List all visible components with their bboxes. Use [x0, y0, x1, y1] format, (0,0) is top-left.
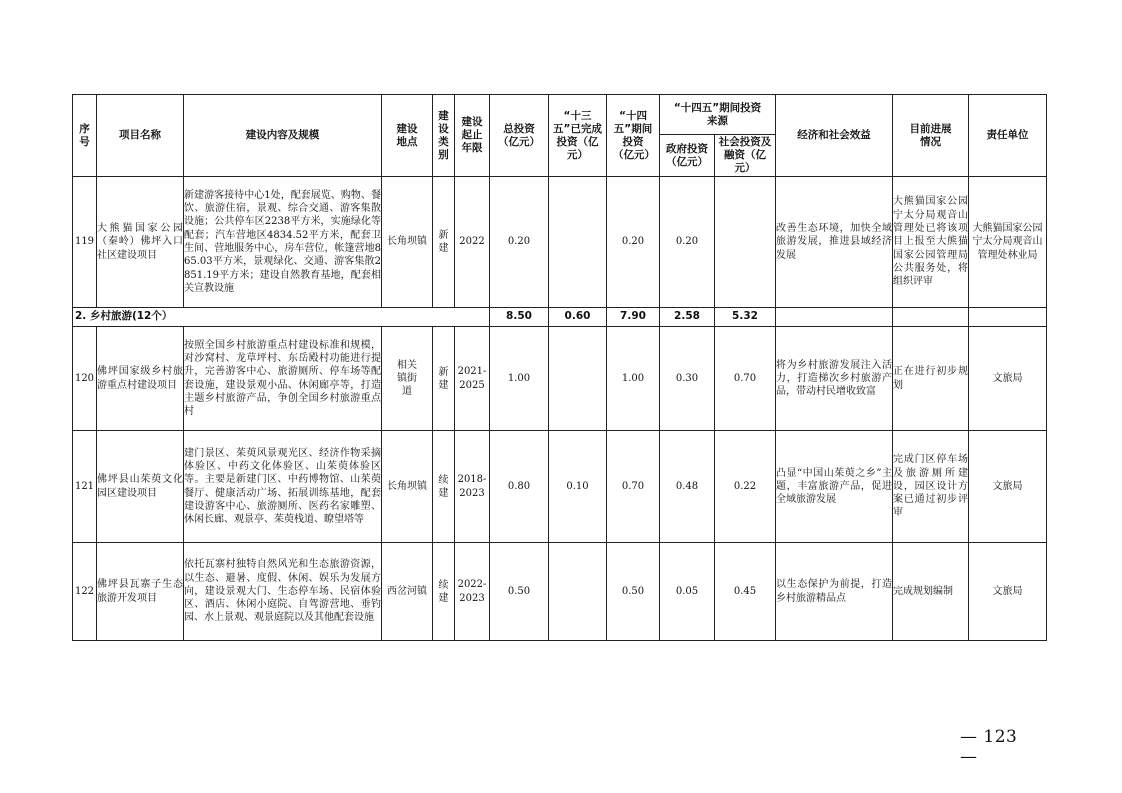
- category-done135: 0.60: [549, 308, 607, 327]
- header-social: 社会投资及融资（亿元）: [715, 135, 776, 177]
- row-social: 0.70: [715, 327, 776, 431]
- header-done135: “十三五”已完成投资（亿元）: [549, 95, 607, 177]
- row-total: 1.00: [490, 327, 549, 431]
- row-plan145: 0.70: [607, 431, 660, 543]
- row-total: 0.20: [490, 177, 549, 308]
- row-seq: 120: [73, 327, 97, 431]
- page-number: — 123 —: [960, 727, 1018, 767]
- row-total: 0.50: [490, 543, 549, 641]
- row-gov: 0.48: [660, 431, 715, 543]
- row-done135: [549, 543, 607, 641]
- header-row-1: [73, 95, 1047, 135]
- header-unit: 责任单位: [969, 95, 1047, 177]
- row-plan145: 0.20: [607, 177, 660, 308]
- row-unit: 大熊猫国家公园宁太分局观音山管理处林业局: [969, 177, 1047, 308]
- row-benefit: 以生态保护为前提，打造乡村旅游精品点: [776, 543, 893, 641]
- table-row: [73, 543, 1047, 641]
- row-gov: 0.05: [660, 543, 715, 641]
- header-benefit: 经济和社会效益: [776, 95, 893, 177]
- row-social: 0.22: [715, 431, 776, 543]
- row-type: [433, 327, 455, 431]
- row-type-text: 续建: [438, 579, 449, 604]
- row-benefit: 将为乡村旅游发展注入活力，打造梯次乡村旅游产品，带动村民增收致富: [776, 327, 893, 431]
- row-type: [433, 431, 455, 543]
- header-content: 建设内容及规模: [184, 95, 382, 177]
- row-name: 佛坪县瓦寨子生态旅游开发项目: [97, 543, 184, 641]
- category-social: 5.32: [715, 308, 776, 327]
- row-name: 佛坪国家级乡村旅游重点村建设项目: [97, 327, 184, 431]
- row-location-text: 相关镇街道: [397, 359, 417, 398]
- row-name: 佛坪县山茱萸文化园区建设项目: [97, 431, 184, 543]
- header-name: 项目名称: [97, 95, 184, 177]
- row-type-text: 新建: [438, 230, 449, 254]
- row-plan145: 1.00: [607, 327, 660, 431]
- row-type: [433, 543, 455, 641]
- row-progress: 完成规划编制: [893, 543, 969, 641]
- category-empty: [776, 308, 893, 327]
- category-empty: [969, 308, 1047, 327]
- row-content: 按照全国乡村旅游重点村建设标准和规模，对沙窝村、龙草坪村、东岳殿村功能进行提升，完善游客中心、旅游厕所、停车场等配套设施，建设景观小品、休闲廊亭等，打造主题乡村旅游产品，争创全国乡村旅游重点村: [184, 327, 382, 431]
- row-gov: 0.20: [660, 177, 715, 308]
- row-content: 新建游客接待中心1处，配套展览、购物、餐饮、旅游住宿，景观、综合交通、游客集散设施；公共停车区2238平方米，实施绿化等配套；汽车营地区4834.52平方米，配套卫生间、营地服务中心，房车营位，帐篷营地865.03平方米，景观绿化、交通、游客集散2851.19平方米；建设自然教育基地，配套相关宣教设施: [184, 177, 382, 308]
- row-location: 长角坝镇: [382, 177, 433, 308]
- row-social: [715, 177, 776, 308]
- row-period-text: 2022-2023: [457, 579, 487, 604]
- category-label: 2. 乡村旅游(12个）: [73, 308, 490, 327]
- row-unit: 文旅局: [969, 431, 1047, 543]
- row-unit: 文旅局: [969, 327, 1047, 431]
- row-content: 依托瓦寨村独特自然风光和生态旅游资源，以生态、避暑、度假、休闲、娱乐为发展方向，建设景观大门、生态停车场、民宿体验区、酒店、休闲小庭院、自驾游营地、垂钓园、水上景观、观景庭院以及其他配套设施: [184, 543, 382, 641]
- header-seq: 序号: [73, 95, 97, 177]
- header-source-group: “十四五”期间投资来源: [660, 95, 776, 135]
- header-gov: 政府投资（亿元）: [660, 135, 715, 177]
- row-benefit: 凸显“中国山茱萸之乡”主题，丰富旅游产品，促进全域旅游发展: [776, 431, 893, 543]
- row-seq: 119: [73, 177, 97, 308]
- row-social: 0.45: [715, 543, 776, 641]
- header-period: 建设起止年限: [455, 95, 490, 177]
- row-seq: 122: [73, 543, 97, 641]
- row-content: 建门景区、茱萸风景观光区、经济作物采摘体验区、中药文化体验区、山茱萸体验区等。主要是新建门区、中药博物馆、山茱萸餐厅、健康活动广场、拓展训练基地，配套建设游客中心、旅游厕所、医药名家雕塑、休闲长廊、观景亭、茱萸栈道、瞭望塔等: [184, 431, 382, 543]
- row-location: 长角坝镇: [382, 431, 433, 543]
- header-type: 建设类别: [433, 95, 455, 177]
- row-progress: 正在进行初步规划: [893, 327, 969, 431]
- row-total: 0.80: [490, 431, 549, 543]
- row-progress: 大熊猫国家公园宁太分局观音山管理处已将该项目上报至大熊猫国家公园管理局公共服务处，将组织评审: [893, 177, 969, 308]
- header-total: 总投资（亿元）: [490, 95, 549, 177]
- category-row: [73, 308, 1047, 327]
- category-plan145: 7.90: [607, 308, 660, 327]
- table-row: [73, 327, 1047, 431]
- project-table: [72, 94, 1047, 641]
- row-unit: 文旅局: [969, 543, 1047, 641]
- row-gov: 0.30: [660, 327, 715, 431]
- row-type: [433, 177, 455, 308]
- row-period: [455, 543, 490, 641]
- row-location: 西岔河镇: [382, 543, 433, 641]
- row-type-text: 续建: [438, 474, 449, 499]
- category-empty: [893, 308, 969, 327]
- row-period-text: 2018-2023: [457, 474, 487, 499]
- row-seq: 121: [73, 431, 97, 543]
- row-period-text: 2021-2025: [457, 366, 487, 391]
- row-period: 2022: [455, 177, 490, 308]
- category-total: 8.50: [490, 308, 549, 327]
- row-name: 大熊猫国家公园（秦岭）佛坪入口社区建设项目: [97, 177, 184, 308]
- row-progress: 完成门区停车场及旅游厕所建设，园区设计方案已通过初步评审: [893, 431, 969, 543]
- header-plan145: “十四五”期间投资（亿元）: [607, 95, 660, 177]
- header-location: 建设地点: [382, 95, 433, 177]
- row-benefit: 改善生态环境，加快全域旅游发展，推进县域经济发展: [776, 177, 893, 308]
- table-row: [73, 431, 1047, 543]
- row-type-text: 新建: [438, 366, 449, 391]
- row-plan145: 0.50: [607, 543, 660, 641]
- row-done135: [549, 177, 607, 308]
- table-row: [73, 177, 1047, 308]
- row-period: [455, 431, 490, 543]
- header-progress: 目前进展情况: [893, 95, 969, 177]
- row-period: [455, 327, 490, 431]
- category-gov: 2.58: [660, 308, 715, 327]
- row-done135: [549, 327, 607, 431]
- row-done135: 0.10: [549, 431, 607, 543]
- row-location: [382, 327, 433, 431]
